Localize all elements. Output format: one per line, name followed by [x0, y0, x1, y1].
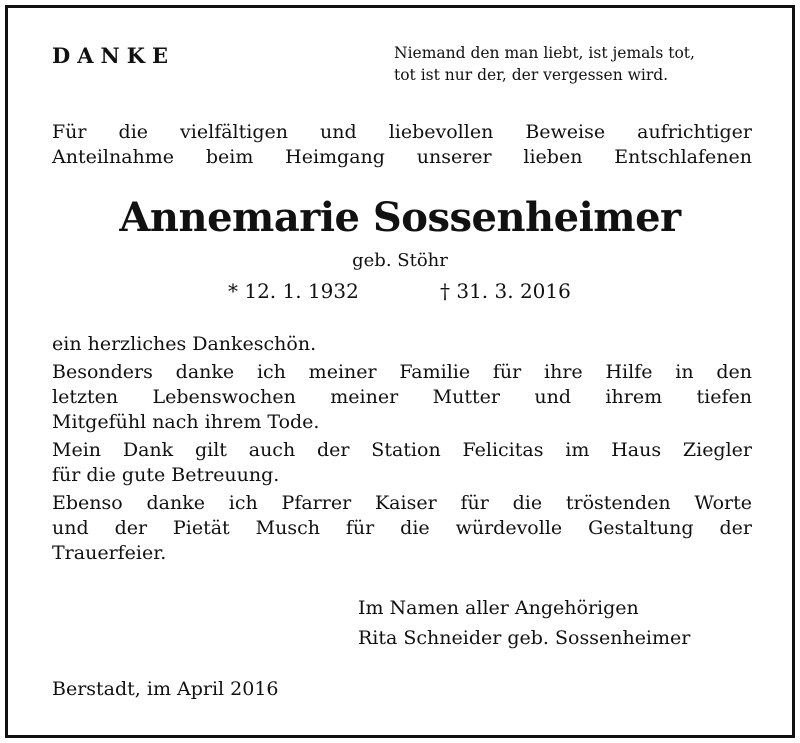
- notice-frame: [5, 5, 795, 738]
- motto-line: tot ist nur der, der vergessen wird.: [394, 66, 669, 84]
- body-line: und der Pietät Musch für die würdevolle Gestaltung der: [52, 517, 752, 539]
- notice-title: DANKE: [52, 43, 175, 68]
- paragraph: [52, 360, 752, 435]
- deceased-name: Annemarie Sossenheimer: [119, 194, 681, 241]
- place-date: Berstadt, im April 2016: [52, 678, 279, 700]
- intro-line: Für die vielfältigen und liebevollen Beweise aufrichtiger: [52, 121, 752, 143]
- motto: [394, 42, 764, 86]
- body-line: Trauerfeier.: [52, 542, 167, 564]
- signature-line: Im Namen aller Angehörigen: [358, 597, 639, 619]
- body-line: für die gute Betreuung.: [52, 464, 280, 486]
- body-line: letzten Lebenswochen meiner Mutter und ihrem tiefen: [52, 386, 752, 408]
- motto-line: Niemand den man liebt, ist jemals tot,: [394, 44, 695, 62]
- body-line: Ebenso danke ich Pfarrer Kaiser für die tröstenden Worte: [52, 492, 752, 514]
- paragraph: [52, 332, 752, 357]
- intro-text: [52, 120, 752, 170]
- maiden-name: geb. Stöhr: [352, 250, 448, 271]
- body-line: ein herzliches Dankeschön.: [52, 333, 317, 355]
- body-line: Mein Dank gilt auch der Station Felicitas im Haus Ziegler: [52, 439, 752, 461]
- intro-line: Anteilnahme beim Heimgang unserer lieben Entschlafenen: [52, 146, 752, 168]
- thanks-body: [52, 332, 752, 569]
- paragraph: [52, 491, 752, 566]
- signature: [358, 593, 690, 653]
- death-date: † 31. 3. 2016: [440, 279, 571, 303]
- birth-date: * 12. 1. 1932: [228, 279, 359, 303]
- signature-name: Rita Schneider geb. Sossenheimer: [358, 627, 691, 649]
- body-line: Mitgefühl nach ihrem Tode.: [52, 411, 320, 433]
- paragraph: [52, 438, 752, 488]
- body-line: Besonders danke ich meiner Familie für ihre Hilfe in den: [52, 361, 752, 383]
